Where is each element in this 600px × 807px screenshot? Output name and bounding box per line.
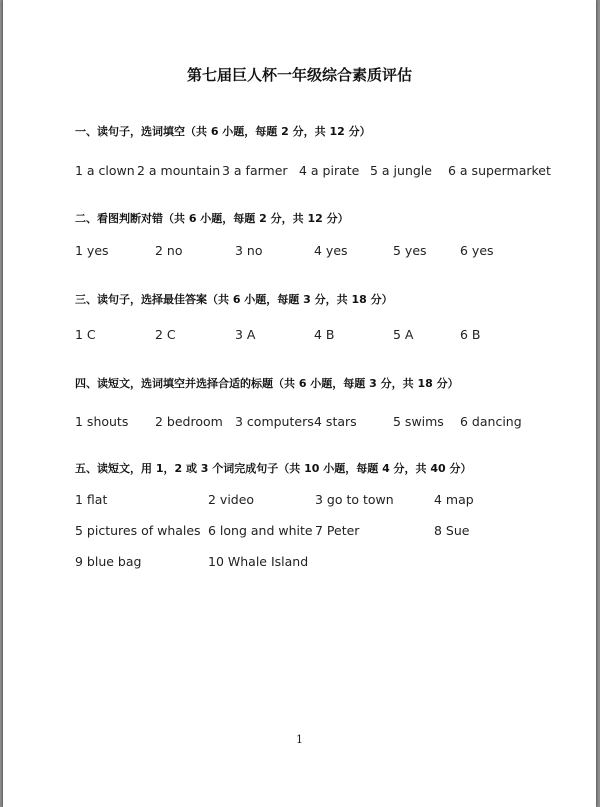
answer-item: 2 video — [208, 492, 255, 507]
answer-item: 7 Peter — [315, 523, 360, 538]
answer-item: 6 B — [460, 327, 481, 342]
answer-item: 6 dancing — [460, 414, 522, 429]
answer-item: 3 no — [235, 243, 263, 258]
page-number: 1 — [296, 733, 303, 746]
answer-item: 1 flat — [75, 492, 108, 507]
answer-item: 3 A — [235, 327, 256, 342]
section-4-answers — [75, 414, 575, 434]
section-1-answers — [75, 163, 575, 183]
answer-item: 5 yes — [393, 243, 427, 258]
answer-item: 6 yes — [460, 243, 494, 258]
answer-item: 5 a jungle — [370, 163, 432, 178]
section-5-answers-row-1 — [75, 492, 575, 512]
answer-item: 4 yes — [314, 243, 348, 258]
answer-item: 1 yes — [75, 243, 109, 258]
section-5-answers-row-2 — [75, 523, 575, 543]
section-3-answers — [75, 327, 575, 347]
answer-item: 3 computers — [235, 414, 314, 429]
answer-item: 4 stars — [314, 414, 357, 429]
answer-item: 9 blue bag — [75, 554, 142, 569]
answer-item: 6 long and white — [208, 523, 313, 538]
section-2-answers — [75, 243, 575, 263]
answer-item: 2 bedroom — [155, 414, 223, 429]
answer-item: 10 Whale Island — [208, 554, 309, 569]
document-page — [3, 0, 596, 807]
section-1-heading: 一、读句子，选词填空（共 6 小题，每题 2 分，共 12 分） — [75, 125, 371, 138]
answer-item: 4 map — [434, 492, 474, 507]
section-4-heading: 四、读短文，选词填空并选择合适的标题（共 6 小题，每题 3 分，共 18 分） — [75, 377, 459, 390]
answer-item: 1 shouts — [75, 414, 129, 429]
section-5-answers-row-3 — [75, 554, 575, 574]
answer-item: 2 no — [155, 243, 183, 258]
section-2-heading: 二、看图判断对错（共 6 小题，每题 2 分，共 12 分） — [75, 212, 349, 225]
answer-item: 5 swims — [393, 414, 444, 429]
answer-item: 8 Sue — [434, 523, 470, 538]
section-3-heading: 三、读句子，选择最佳答案（共 6 小题，每题 3 分，共 18 分） — [75, 293, 393, 306]
section-5-heading: 五、读短文，用 1，2 或 3 个词完成句子（共 10 小题，每题 4 分，共 40 分） — [75, 462, 472, 475]
answer-item: 5 pictures of whales — [75, 523, 201, 538]
answer-item: 6 a supermarket — [448, 163, 551, 178]
answer-item: 2 C — [155, 327, 176, 342]
answer-item: 1 C — [75, 327, 96, 342]
document-title: 第七届巨人杯一年级综合素质评估 — [186, 66, 412, 84]
answer-item: 4 a pirate — [299, 163, 360, 178]
answer-item: 1 a clown — [75, 163, 135, 178]
answer-item: 3 a farmer — [222, 163, 288, 178]
answer-item: 4 B — [314, 327, 335, 342]
answer-item: 3 go to town — [315, 492, 394, 507]
answer-item: 5 A — [393, 327, 414, 342]
answer-item: 2 a mountain — [137, 163, 221, 178]
